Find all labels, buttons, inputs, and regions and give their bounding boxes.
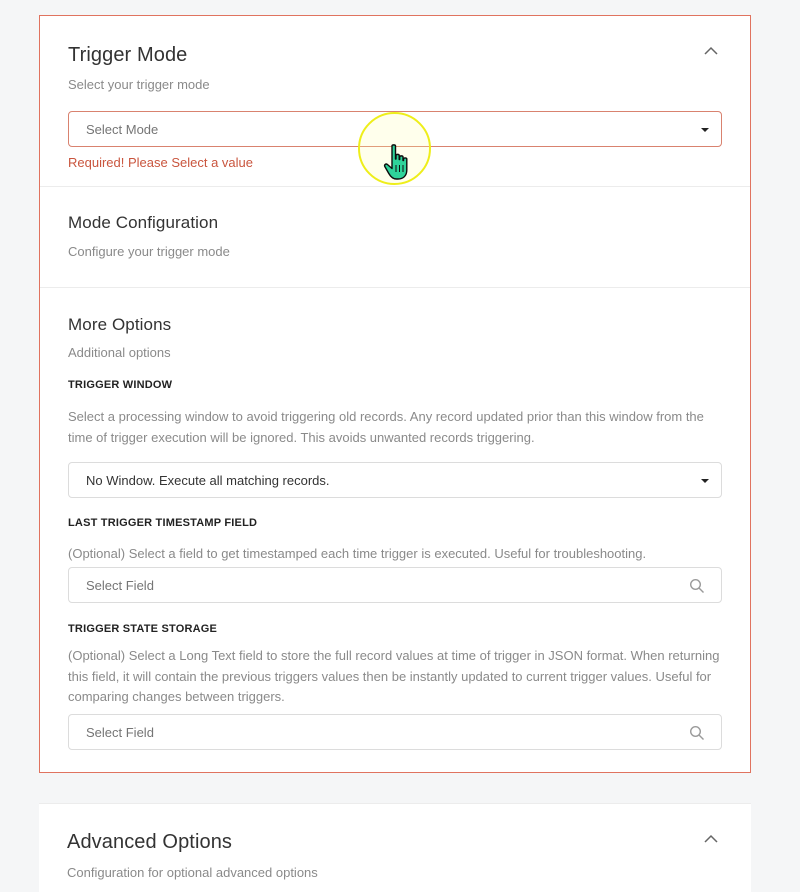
hand-pointer-icon xyxy=(383,143,413,183)
chevron-up-icon[interactable] xyxy=(704,44,718,58)
trigger-window-description: Select a processing window to avoid triggering old records. Any record updated prior than this window from the time of trigger execution will be ignored. This avoids unwanted records triggering. xyxy=(68,409,704,445)
trigger-state-storage-label: TRIGGER STATE STORAGE xyxy=(68,623,218,635)
trigger-window-value: No Window. Execute all matching records. xyxy=(86,473,330,488)
trigger-mode-select-placeholder: Select Mode xyxy=(86,122,159,137)
trigger-window-select[interactable] xyxy=(68,462,722,498)
last-trigger-timestamp-description: (Optional) Select a field to get timestamped each time trigger is executed. Useful for troubleshooting. xyxy=(68,546,647,561)
trigger-mode-title: Trigger Mode xyxy=(68,44,188,66)
trigger-mode-error: Required! Please Select a value xyxy=(68,155,254,170)
caret-down-icon xyxy=(701,479,709,483)
caret-down-icon xyxy=(701,128,709,132)
chevron-up-icon[interactable] xyxy=(704,832,718,846)
mode-configuration-section xyxy=(40,187,750,287)
more-options-title: More Options xyxy=(68,315,172,334)
search-icon[interactable] xyxy=(689,578,705,594)
advanced-options-subtitle: Configuration for optional advanced options xyxy=(67,865,318,880)
last-trigger-timestamp-placeholder: Select Field xyxy=(86,578,154,593)
search-icon[interactable] xyxy=(689,725,705,741)
more-options-section xyxy=(40,288,750,768)
mode-configuration-title: Mode Configuration xyxy=(68,213,219,232)
trigger-state-storage-description: (Optional) Select a Long Text field to store the full record values at time of trigger in JSON format. When returning this field, it will contain the previous triggers values then be instantly updated to current trigger values. Useful for comparing changes between triggers. xyxy=(68,648,720,704)
trigger-mode-subtitle: Select your trigger mode xyxy=(68,77,210,92)
last-trigger-timestamp-label: LAST TRIGGER TIMESTAMP FIELD xyxy=(68,517,258,529)
trigger-state-storage-field[interactable] xyxy=(68,714,722,750)
trigger-window-label: TRIGGER WINDOW xyxy=(68,379,173,391)
trigger-state-storage-placeholder: Select Field xyxy=(86,725,154,740)
more-options-subtitle: Additional options xyxy=(68,345,171,360)
advanced-options-card xyxy=(39,803,751,892)
advanced-options-title: Advanced Options xyxy=(67,831,233,853)
last-trigger-timestamp-field[interactable] xyxy=(68,567,722,603)
mode-configuration-subtitle: Configure your trigger mode xyxy=(68,244,230,259)
